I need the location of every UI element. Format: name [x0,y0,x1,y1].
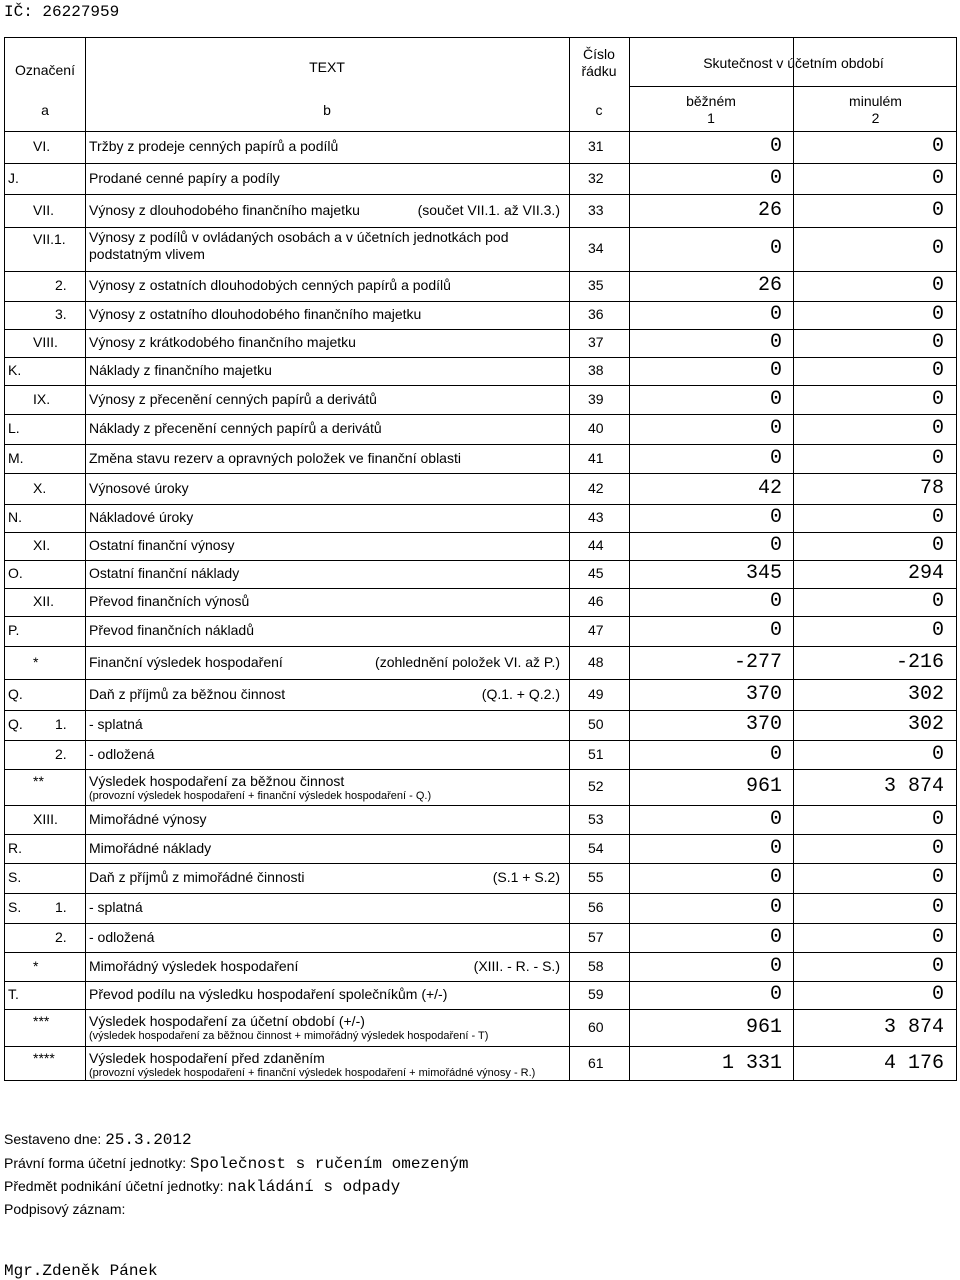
row-number: 47 [588,622,604,638]
row-text: Ostatní finanční náklady [89,565,240,581]
row-text: Prodané cenné papíry a podíly [89,169,280,186]
header-cislo [569,46,629,80]
value-previous: 0 [931,506,944,529]
row-mark: 3. [55,306,67,322]
header-cislo-line2: řádku [581,63,617,79]
row-divider [5,616,956,617]
row-mark: IX. [33,390,51,407]
value-current: 0 [769,506,782,529]
value-previous: 0 [931,534,944,557]
value-current: 0 [769,135,782,158]
row-divider [5,588,956,589]
header-skutecnost: Skutečnost v účetním období [703,55,884,71]
value-previous: 0 [931,166,944,190]
row-number: 49 [588,685,604,702]
value-previous: 78 [919,476,944,500]
row-divider [5,227,956,228]
value-current: 0 [769,303,782,326]
value-previous: 0 [931,135,944,158]
signature: Mgr.Zdeněk Pánek [4,1262,158,1280]
row-text: Daň z příjmů za běžnou činnost [89,685,286,702]
row-number: 37 [588,334,604,350]
value-previous: 3 874 [883,1015,944,1039]
value-current: 26 [757,274,782,297]
sestaveno-label: Sestaveno dne: [4,1131,102,1147]
row-mark: VII. [33,201,55,218]
row-mark-sub: 1. [55,899,67,915]
row-divider [5,163,956,164]
row-mark: O. [8,565,23,581]
row-divider [5,710,956,711]
value-previous: 0 [931,896,944,919]
value-current: 345 [745,562,782,585]
footer-pravni-forma [4,1154,468,1173]
row-mark: *** [33,1013,50,1029]
row-divider [5,414,956,415]
header-bottom-line [5,131,956,132]
row-text: Převod podílu na výsledku hospodaření společníkům (+/-) [89,986,448,1002]
value-previous: 0 [931,742,944,766]
row-mark: P. [8,622,20,638]
row-note: (S.1 + S.2) [492,869,560,885]
row-mark: XIII. [33,810,58,827]
row-mark: VI. [33,138,51,154]
value-current: -277 [733,650,782,674]
pravni-forma-value: Společnost s ručením omezeným [189,1155,469,1173]
row-divider [5,769,956,770]
row-text: - splatná [89,899,143,915]
value-current: 0 [769,417,782,440]
value-current: 0 [769,387,782,411]
row-text: Výnosy z ostatních dlouhodobých cenných papírů a podílů [89,277,451,293]
row-number: 41 [588,449,604,466]
row-mark: M. [8,449,24,466]
row-number: 48 [588,653,604,670]
row-number: 58 [588,957,604,974]
row-number: 46 [588,593,604,609]
row-text: Finanční výsledek hospodaření [89,653,283,670]
header-minulem [793,93,958,127]
value-current: 0 [769,359,782,382]
value-current: 26 [757,198,782,222]
value-current: 0 [769,807,782,831]
sestaveno-value: 25.3.2012 [105,1131,192,1149]
row-number: 32 [588,169,604,186]
footer-podpis: Podpisový záznam: [4,1201,126,1217]
value-previous: -216 [895,650,944,674]
row-subtext: (provozní výsledek hospodaření + finanční výsledek hospodaření - Q.) [89,790,432,802]
row-text: Výnosy z krátkodobého finančního majetku [89,334,356,350]
value-current: 0 [769,954,782,978]
row-note: (zohlednění položek VI. až P.) [375,653,560,670]
row-text: Náklady z finančního majetku [89,362,272,378]
header-col-b: b [323,102,331,118]
row-number: 35 [588,277,604,293]
row-number: 38 [588,362,604,378]
row-mark: S. [8,899,22,915]
value-previous: 0 [931,446,944,470]
value-current: 0 [769,836,782,860]
value-current: 0 [769,331,782,354]
header-cislo-line1: Číslo [583,46,615,62]
predmet-value: nakládání s odpady [227,1178,401,1196]
row-text: Výnosy z dlouhodobého finančního majetku [89,201,360,218]
header-divider [629,86,956,87]
value-current: 0 [769,925,782,949]
value-current: 0 [769,237,782,260]
row-mark: K. [8,362,22,378]
value-previous: 0 [931,237,944,260]
row-subtext: (výsledek hospodaření za běžnou činnost + mimořádný výsledek hospodaření - T) [89,1030,489,1042]
row-divider [5,679,956,680]
row-mark: 2. [55,928,67,945]
row-text: Výnosy z přecenění cenných papírů a derivátů [89,390,377,407]
value-previous: 0 [931,303,944,326]
value-previous: 0 [931,274,944,297]
row-text: Výsledek hospodaření za účetní období (+/-) [89,1013,365,1029]
row-divider [5,805,956,806]
header-text: TEXT [309,59,345,75]
row-mark: VIII. [33,334,58,350]
value-current: 0 [769,619,782,642]
row-divider [5,504,956,505]
row-subtext: (provozní výsledek hospodaření + finanční výsledek hospodaření + mimořádné výnosy - R.) [89,1067,536,1079]
row-number: 54 [588,839,604,856]
value-previous: 0 [931,866,944,889]
row-text: - odložená [89,745,155,762]
row-number: 56 [588,899,604,915]
row-text: Převod finančních výnosů [89,593,250,609]
row-number: 36 [588,306,604,322]
value-current: 0 [769,983,782,1006]
value-previous: 294 [907,562,944,585]
row-number: 61 [588,1055,604,1071]
row-divider [5,532,956,533]
row-divider [5,271,956,272]
row-divider [5,646,956,647]
row-divider [5,893,956,894]
value-current: 0 [769,166,782,190]
value-previous: 0 [931,359,944,382]
header-col-a: a [41,102,49,118]
row-text: Ostatní finanční výnosy [89,537,235,553]
row-text: Mimořádné náklady [89,839,212,856]
row-number: 43 [588,509,604,525]
row-number: 59 [588,986,604,1002]
footer-predmet [4,1177,400,1196]
row-number: 42 [588,479,604,496]
row-text: - odložená [89,928,155,945]
row-note: (součet VII.1. až VII.3.) [417,201,560,218]
row-text: Výnosové úroky [89,479,189,496]
row-mark: XII. [33,593,55,609]
footer-sestaveno [4,1130,192,1149]
row-text: Výsledek hospodaření za běžnou činnost [89,773,345,789]
row-divider [5,301,956,302]
row-mark: VII.1. [33,231,66,247]
row-divider [5,952,956,953]
row-text: Tržby z prodeje cenných papírů a podílů [89,138,339,154]
row-number: 50 [588,716,604,732]
header-minulem-label: minulém [849,93,902,109]
company-id: IČ: 26227959 [4,3,120,21]
row-mark: X. [33,479,47,496]
row-divider [5,834,956,835]
value-previous: 0 [931,331,944,354]
value-previous: 4 176 [883,1052,944,1075]
header-oznaceni: Označení [15,62,75,78]
row-divider [5,1009,956,1010]
header-beznem-label: běžném [686,93,736,109]
value-current: 370 [745,682,782,706]
value-previous: 0 [931,954,944,978]
row-text: Mimořádné výnosy [89,810,207,827]
header-beznem [629,93,793,127]
value-previous: 0 [931,983,944,1006]
row-divider [5,329,956,330]
row-mark: Q. [8,685,23,702]
row-text-cont: podstatným vlivem [89,246,205,262]
header-col-c: c [595,102,603,118]
value-previous: 0 [931,417,944,440]
value-current: 0 [769,534,782,557]
row-number: 57 [588,928,604,945]
value-previous: 0 [931,619,944,642]
row-text: Výnosy z ostatního dlouhodobého finančního majetku [89,306,422,322]
row-text: Změna stavu rezerv a opravných položek ve finanční oblasti [89,449,461,466]
row-mark: S. [8,869,22,885]
value-current: 370 [745,713,782,736]
value-current: 0 [769,866,782,889]
header-minulem-number: 2 [871,110,880,126]
header-beznem-number: 1 [707,110,715,126]
row-mark: L. [8,420,20,436]
row-divider [5,981,956,982]
row-mark: N. [8,509,22,525]
value-previous: 0 [931,387,944,411]
row-mark: 2. [55,277,67,293]
row-text: Nákladové úroky [89,509,194,525]
row-number: 33 [588,201,604,218]
value-previous: 0 [931,925,944,949]
row-mark-sub: 1. [55,716,67,732]
row-divider [5,444,956,445]
value-previous: 0 [931,590,944,613]
value-current: 42 [757,476,782,500]
row-number: 40 [588,420,604,436]
row-mark: * [33,653,39,670]
row-divider [5,740,956,741]
row-text: Daň z příjmů z mimořádné činnosti [89,869,305,885]
row-divider [5,923,956,924]
value-previous: 0 [931,836,944,860]
row-mark: **** [33,1050,55,1066]
row-number: 31 [588,138,604,154]
row-divider [5,863,956,864]
row-text: Převod finančních nákladů [89,622,254,638]
value-current: 961 [745,1015,782,1039]
pravni-forma-label: Právní forma účetní jednotky: [4,1155,187,1171]
row-mark: XI. [33,537,51,553]
value-previous: 0 [931,198,944,222]
row-divider [5,560,956,561]
row-number: 55 [588,869,604,885]
row-divider [5,1046,956,1047]
row-text: Výsledek hospodaření před zdaněním [89,1050,325,1066]
row-mark: J. [8,169,19,186]
row-number: 60 [588,1018,604,1035]
row-mark: R. [8,839,22,856]
row-divider [5,473,956,474]
value-current: 0 [769,590,782,613]
income-statement-table [4,37,957,1081]
row-note: (Q.1. + Q.2.) [481,685,560,702]
row-number: 51 [588,745,604,762]
value-previous: 3 874 [883,775,944,798]
row-number: 45 [588,565,604,581]
row-number: 44 [588,537,604,553]
value-current: 0 [769,896,782,919]
row-number: 53 [588,810,604,827]
row-number: 39 [588,390,604,407]
row-text: Náklady z přecenění cenných papírů a derivátů [89,420,382,436]
value-current: 0 [769,742,782,766]
value-previous: 0 [931,807,944,831]
row-mark: * [33,957,39,974]
row-mark: Q. [8,716,23,732]
row-text: Výnosy z podílů v ovládaných osobách a v účetních jednotkách pod [89,229,509,245]
row-text: - splatná [89,716,143,732]
predmet-label: Předmět podnikání účetní jednotky: [4,1178,224,1194]
row-mark: 2. [55,745,67,762]
value-previous: 302 [907,713,944,736]
value-current: 1 331 [721,1052,782,1075]
row-mark: ** [33,773,44,789]
value-current: 961 [745,775,782,798]
row-divider [5,194,956,195]
row-note: (XIII. - R. - S.) [473,957,560,974]
value-current: 0 [769,446,782,470]
row-divider [5,357,956,358]
value-previous: 302 [907,682,944,706]
row-divider [5,385,956,386]
row-mark: T. [8,986,19,1002]
row-text: Mimořádný výsledek hospodaření [89,957,299,974]
row-number: 34 [588,240,604,256]
row-number: 52 [588,778,604,794]
